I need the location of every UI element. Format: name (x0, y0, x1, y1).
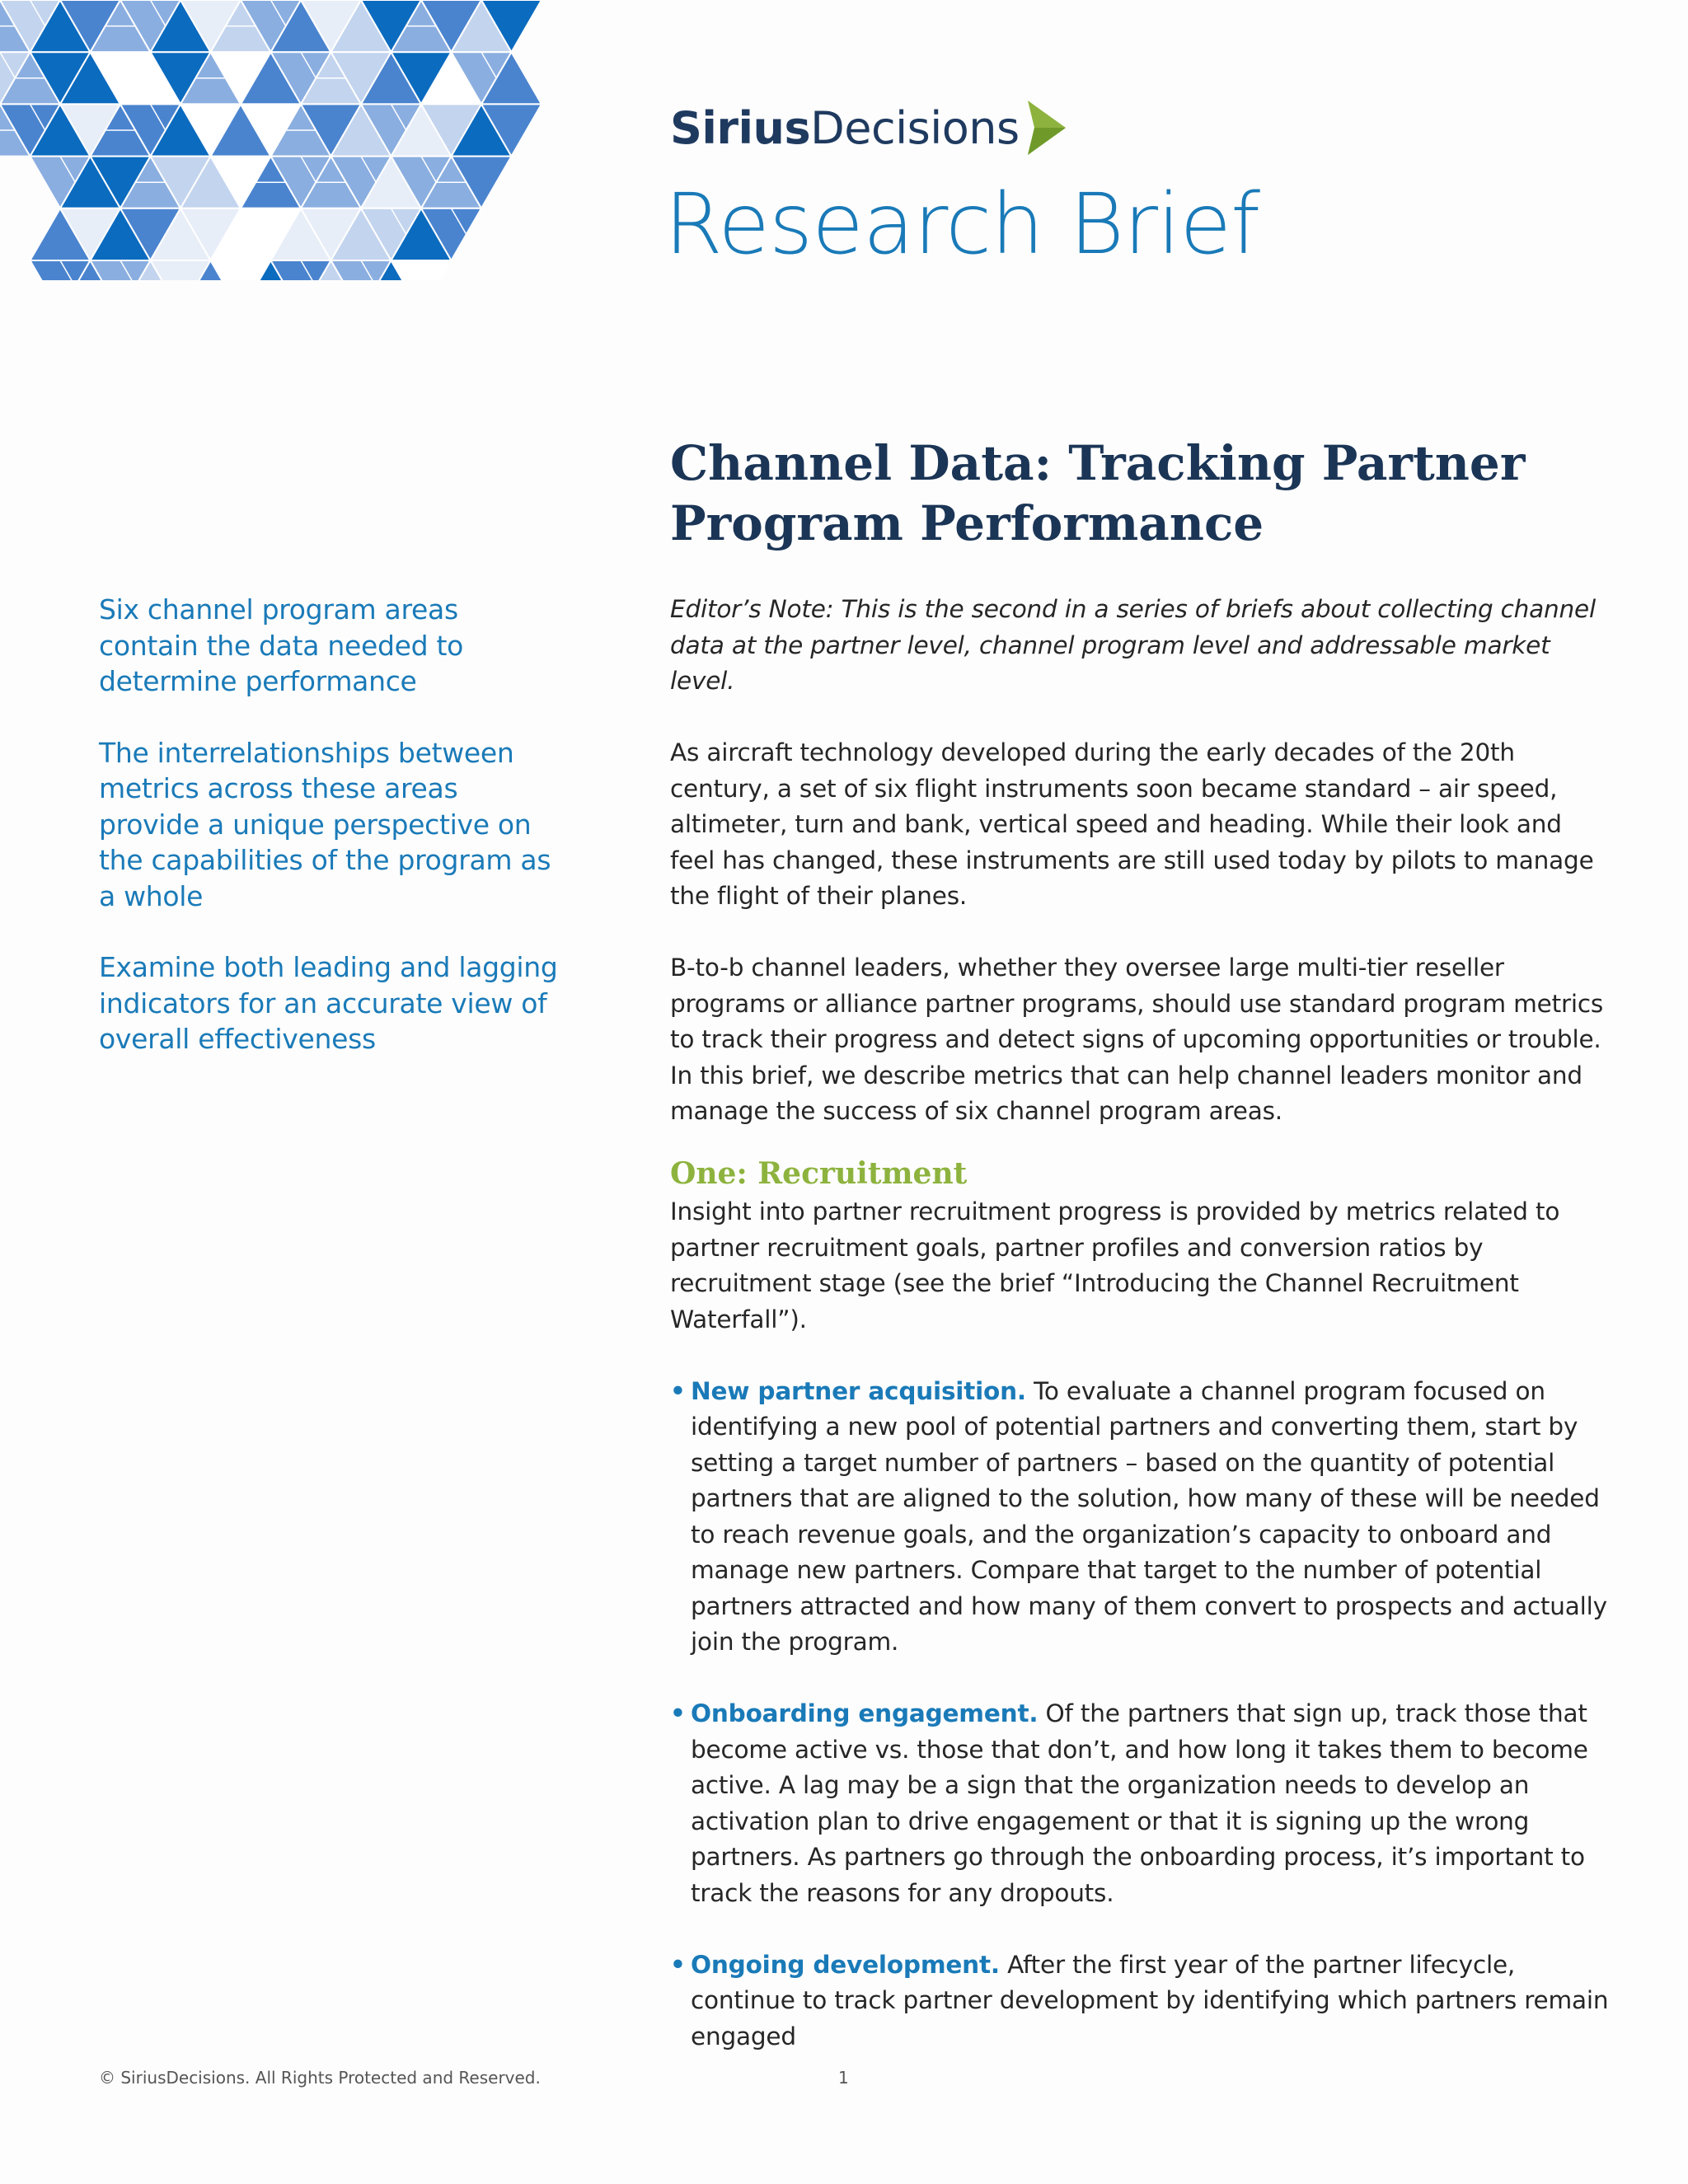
bullet-lead: New partner acquisition. (691, 1376, 1026, 1405)
editor-note: Editor’s Note: This is the second in a series of briefs about collecting channel data at the partner level, channel program level and addressable market level. (670, 595, 1596, 695)
bullet-list (670, 1374, 1610, 2055)
logo-wordmark-light: Decisions (810, 101, 1020, 154)
sidebar-point: Examine both leading and lagging indicators for an accurate view of overall effectiveness (99, 951, 558, 1055)
bullet-icon: • (670, 1376, 686, 1405)
section-heading: One: Recruitment (670, 1156, 968, 1191)
bullet-text: Of the partners that sign up, track those that become active vs. those that don’t, and how long it takes them to become active. A lag may be a sign that the organization needs to develop an activation plan to drive engagement or that it is signing up the wrong partners. As partners go through the onboarding process, it’s important to track the reasons for any dropouts. (691, 1699, 1588, 1907)
body-paragraph: B-to-b channel leaders, whether they oversee large multi-tier reseller programs or alliance partner programs, should use standard program metrics to track their progress and detect signs of upcoming opportunities or trouble. In this brief, we describe metrics that can help channel leaders monitor and manage the success of six channel program areas. (670, 954, 1604, 1125)
siriusdecisions-logo (670, 95, 1066, 161)
bullet-item (670, 1947, 1610, 2055)
logo-arrow-icon (1028, 101, 1066, 155)
main-body (670, 592, 1610, 2091)
bullet-text: To evaluate a channel program focused on identifying a new pool of potential partners and converting them, start by setting a target number of partners – based on the quantity of potential partners that are aligned to the solution, how many of these will be needed to reach revenue goals, and the organization’s capacity to onboard and manage new partners. Compare that target to the number of potential partners attracted and how many of them convert to prospects and actually join the program. (691, 1376, 1607, 1656)
bullet-lead: Ongoing development. (691, 1950, 1000, 1979)
document-title-line-2: Program Performance (670, 495, 1264, 551)
footer-copyright: © SiriusDecisions. All Rights Protected and Reserved. (99, 2068, 541, 2088)
triangle-pattern-graphic (0, 0, 602, 280)
document-title-line-1: Channel Data: Tracking Partner (670, 435, 1526, 491)
bullet-icon: • (670, 1950, 686, 1979)
bullet-icon: • (670, 1699, 686, 1727)
sidebar-key-points (99, 592, 560, 1093)
bullet-item (670, 1374, 1610, 1661)
bullet-lead: Onboarding engagement. (691, 1699, 1039, 1727)
bullet-text: After the first year of the partner lifecycle, continue to track partner development by identifying which partners remain engaged (691, 1950, 1609, 2050)
page-number: 1 (838, 2068, 849, 2088)
document-title (670, 434, 1618, 554)
section-intro: Insight into partner recruitment progress is provided by metrics related to partner recruitment goals, partner profiles and conversion ratios by recruitment stage (see the brief “Introducing the Channel Recruitment Waterfall”). (670, 1197, 1560, 1333)
bullet-item (670, 1696, 1610, 1911)
sidebar-point: The interrelationships between metrics across these areas provide a unique perspective on the capabilities of the program as a whole (99, 736, 551, 912)
research-brief-label: Research Brief (664, 176, 1260, 274)
pattern-triangle (392, 260, 452, 280)
body-paragraph: As aircraft technology developed during the early decades of the 20th century, a set of six flight instruments soon became standard – air speed, altimeter, turn and bank, vertical speed and heading. While their look and feel has changed, these instruments are still used today by pilots to manage the flight of their planes. (670, 738, 1594, 910)
sidebar-point: Six channel program areas contain the data needed to determine performance (99, 593, 463, 697)
logo-wordmark-bold: Sirius (670, 101, 811, 154)
